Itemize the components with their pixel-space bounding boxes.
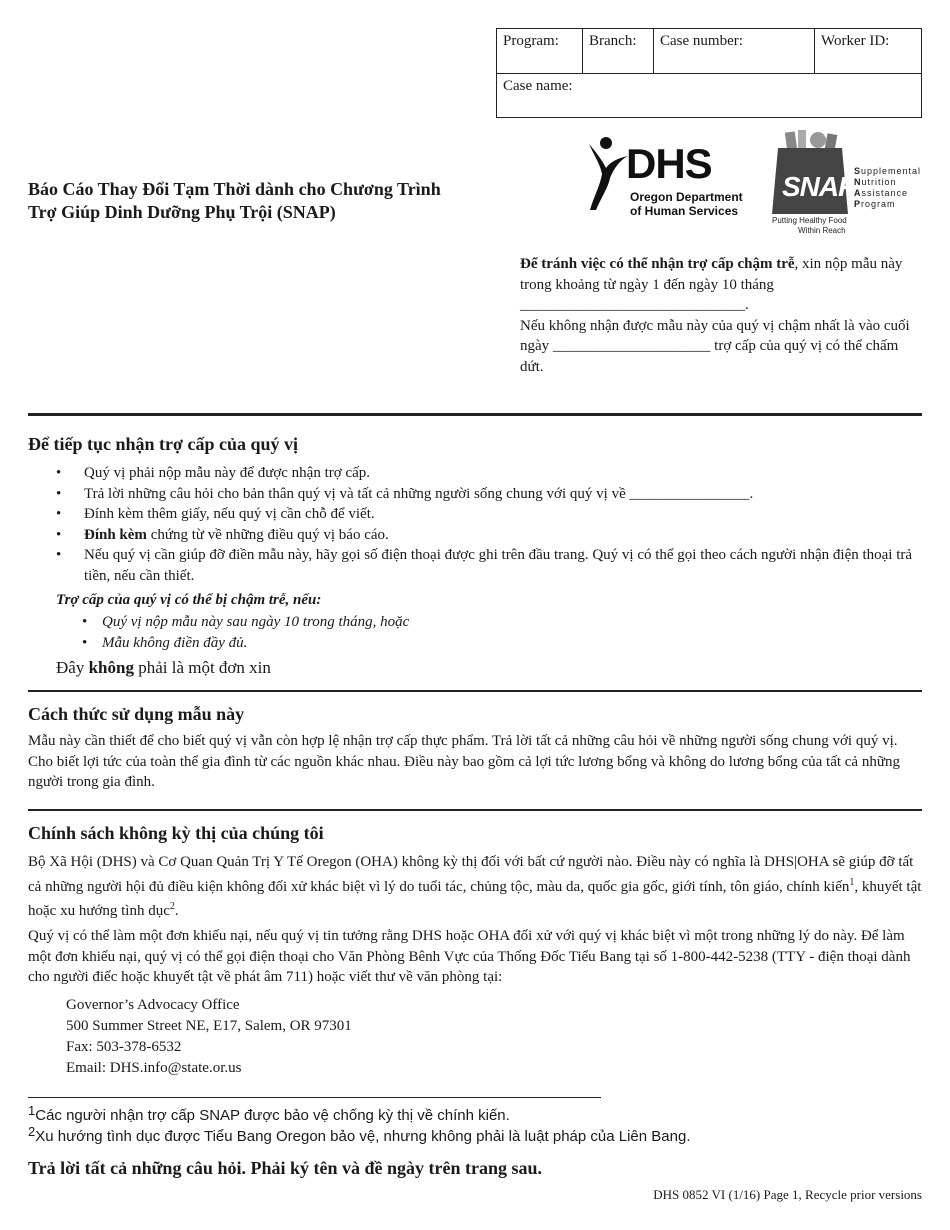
delay-list [82, 612, 409, 654]
snap-tagline-1: Putting Healthy Food [772, 216, 847, 225]
snap-logo [770, 128, 932, 238]
snap-acronym [854, 166, 921, 210]
page-title [28, 178, 508, 224]
case-number-field[interactable] [654, 29, 815, 74]
delay-title: Trợ cấp của quý vị có thể bị chậm trễ, nếu: [56, 592, 322, 608]
title-line-1: Báo Cáo Thay Đổi Tạm Thời dành cho Chương Trình [28, 179, 441, 199]
case-info-box [496, 28, 922, 118]
section-heading-nondiscrimination: Chính sách không kỳ thị của chúng tôi [28, 823, 324, 843]
dhs-line-2: of Human Services [630, 204, 739, 218]
branch-field[interactable] [583, 29, 654, 74]
dhs-wordmark: DHS [626, 140, 712, 187]
divider [28, 809, 922, 811]
program-field[interactable] [497, 29, 583, 74]
snap-wordmark: SNAP [782, 171, 856, 202]
program-label: Program: [503, 33, 559, 49]
dhs-figure-icon [584, 134, 632, 220]
attach-text: chứng từ về những điều quý vị báo cáo. [150, 526, 389, 543]
how-to-use-body: Mẫu này cần thiết để cho biết quý vị vẫn còn hợp lệ nhận trợ cấp thực phẩm. Trả lời tất cả những câu hỏi về những người sống chung với quý vị. Cho biết lợi tức của toàn thể gia đình từ các nguồn khác nhau. Điều này bao gồm cả lợi tức lương bổng và không do lương bổng của tất cả những người trong gia đình. [28, 733, 900, 790]
branch-label: Branch: [589, 33, 637, 49]
footnote-ref-1: 1 [849, 876, 855, 888]
address-line: Fax: 503-378-6532 [66, 1039, 182, 1055]
section-heading-continue-benefits: Để tiếp tục nhận trợ cấp của quý vị [28, 434, 298, 454]
nondiscrimination-paragraph-2: Quý vị có thể làm một đơn khiếu nại, nếu quý vị tin tưởng rằng DHS hoặc OHA đối xử với quý vị khác biệt vì một trong những lý do này. Để làm một đơn khiếu nại, quý vị có thể gọi điện thoại cho Văn Phòng Bênh Vực của Thống Đốc Tiểu Bang tại số 1-800-442-5238 (TTY - điện thoại dành cho người điếc hoặc khuyết tật về phát âm 711) hoặc viết thư về văn phòng tại: [28, 928, 911, 985]
final-instruction: Trả lời tất cả những câu hỏi. Phải ký tên và đề ngày trên trang sau. [28, 1158, 542, 1178]
footnote-divider [28, 1097, 601, 1098]
address-block [66, 995, 352, 1079]
dhs-logo [584, 134, 760, 220]
list-item: • Nếu quý vị cần giúp đỡ điền mẫu này, hãy gọi số điện thoại được ghi trên đầu trang. Quý vị có thể gọi theo cách người nhận điện thoại trả tiền, nếu cần thiết. [56, 545, 922, 586]
nondiscrimination-paragraph-1: Bộ Xã Hội (DHS) và Cơ Quan Quản Trị Y Tế Oregon (OHA) không kỳ thị đối với bất cứ người nào. Điều này có nghĩa là DHS|OHA sẽ giúp đỡ tất cả những người hội đủ điều kiện không đối xử khác biệt vì lý do tuổi tác, chủng tộc, màu da, quốc gia gốc, giới tính, tôn giáo, chính kiến$^1$, khuyết tật hoặc xu hướng tình dục$^2$. [28, 854, 922, 919]
list-item: • Trả lời những câu hỏi cho bản thân quý vị và tất cả những người sống chung với quý vị về ________________. [56, 484, 922, 505]
not-application-note: Đây không phải là một đơn xin [56, 658, 271, 677]
footnote-1: $^1$Các người nhận trợ cấp SNAP được bảo vệ chống kỳ thị về chính kiến. [28, 1103, 510, 1124]
footnote-2: $^2$Xu hướng tình dục được Tiểu Bang Oregon bảo vệ, nhưng không phải là luật pháp của Liên Bang. [28, 1124, 691, 1145]
address-line: Governor’s Advocacy Office [66, 997, 240, 1013]
attach-bold: Đính kèm [84, 526, 147, 543]
snap-acronym-s: Supplemental [854, 166, 922, 176]
case-name-field[interactable] [497, 74, 921, 118]
snap-acronym-n: Nutrition [854, 177, 897, 187]
section-heading-how-to-use: Cách thức sử dụng mẫu này [28, 704, 245, 724]
instructions-list [56, 463, 922, 586]
deadline-bold: Để tránh việc có thể nhận trợ cấp chậm trễ [520, 256, 795, 272]
snap-acronym-p: Program [854, 199, 896, 209]
list-item: • Đính kèm thêm giấy, nếu quý vị cần chỗ để viết. [56, 504, 922, 525]
form-id: DHS 0852 VI (1/16) Page 1, Recycle prior versions [653, 1187, 922, 1202]
footnote-ref-2: 2 [169, 901, 175, 912]
address-line: 500 Summer Street NE, E17, Salem, OR 97301 [66, 1018, 352, 1034]
dhs-line-1: Oregon Department [630, 190, 743, 204]
list-item: • Mẫu không điền đầy đủ. [82, 633, 409, 654]
case-name-label: Case name: [503, 78, 573, 94]
not-bold: không [88, 658, 134, 677]
worker-id-field[interactable] [815, 29, 921, 74]
divider [28, 690, 922, 692]
deadline-line-1 [520, 254, 920, 316]
address-email[interactable]: Email: DHS.info@state.or.us [66, 1060, 242, 1076]
list-item: • Quý vị phải nộp mẫu này để được nhận trợ cấp. [56, 463, 922, 484]
worker-id-label: Worker ID: [821, 33, 890, 49]
list-item: • Quý vị nộp mẫu này sau ngày 10 trong tháng, hoặc [82, 612, 409, 633]
case-number-label: Case number: [660, 33, 743, 49]
title-line-2: Trợ Giúp Dinh Dưỡng Phụ Trội (SNAP) [28, 202, 336, 222]
deadline-text-1: , xin nộp mẫu này trong khoảng từ ngày 1 đến ngày 10 tháng ______________________________. [520, 256, 903, 313]
deadline-note [520, 254, 920, 377]
divider-thick [28, 413, 922, 416]
list-item [56, 525, 922, 546]
snap-tagline-2: Within Reach [798, 226, 846, 235]
deadline-text-2: Nếu không nhận được mẫu này của quý vị chậm nhất là vào cuối ngày _____________________ trợ cấp của quý vị có thể chấm dứt. [520, 317, 910, 375]
snap-acronym-a: Assistance [854, 188, 909, 198]
